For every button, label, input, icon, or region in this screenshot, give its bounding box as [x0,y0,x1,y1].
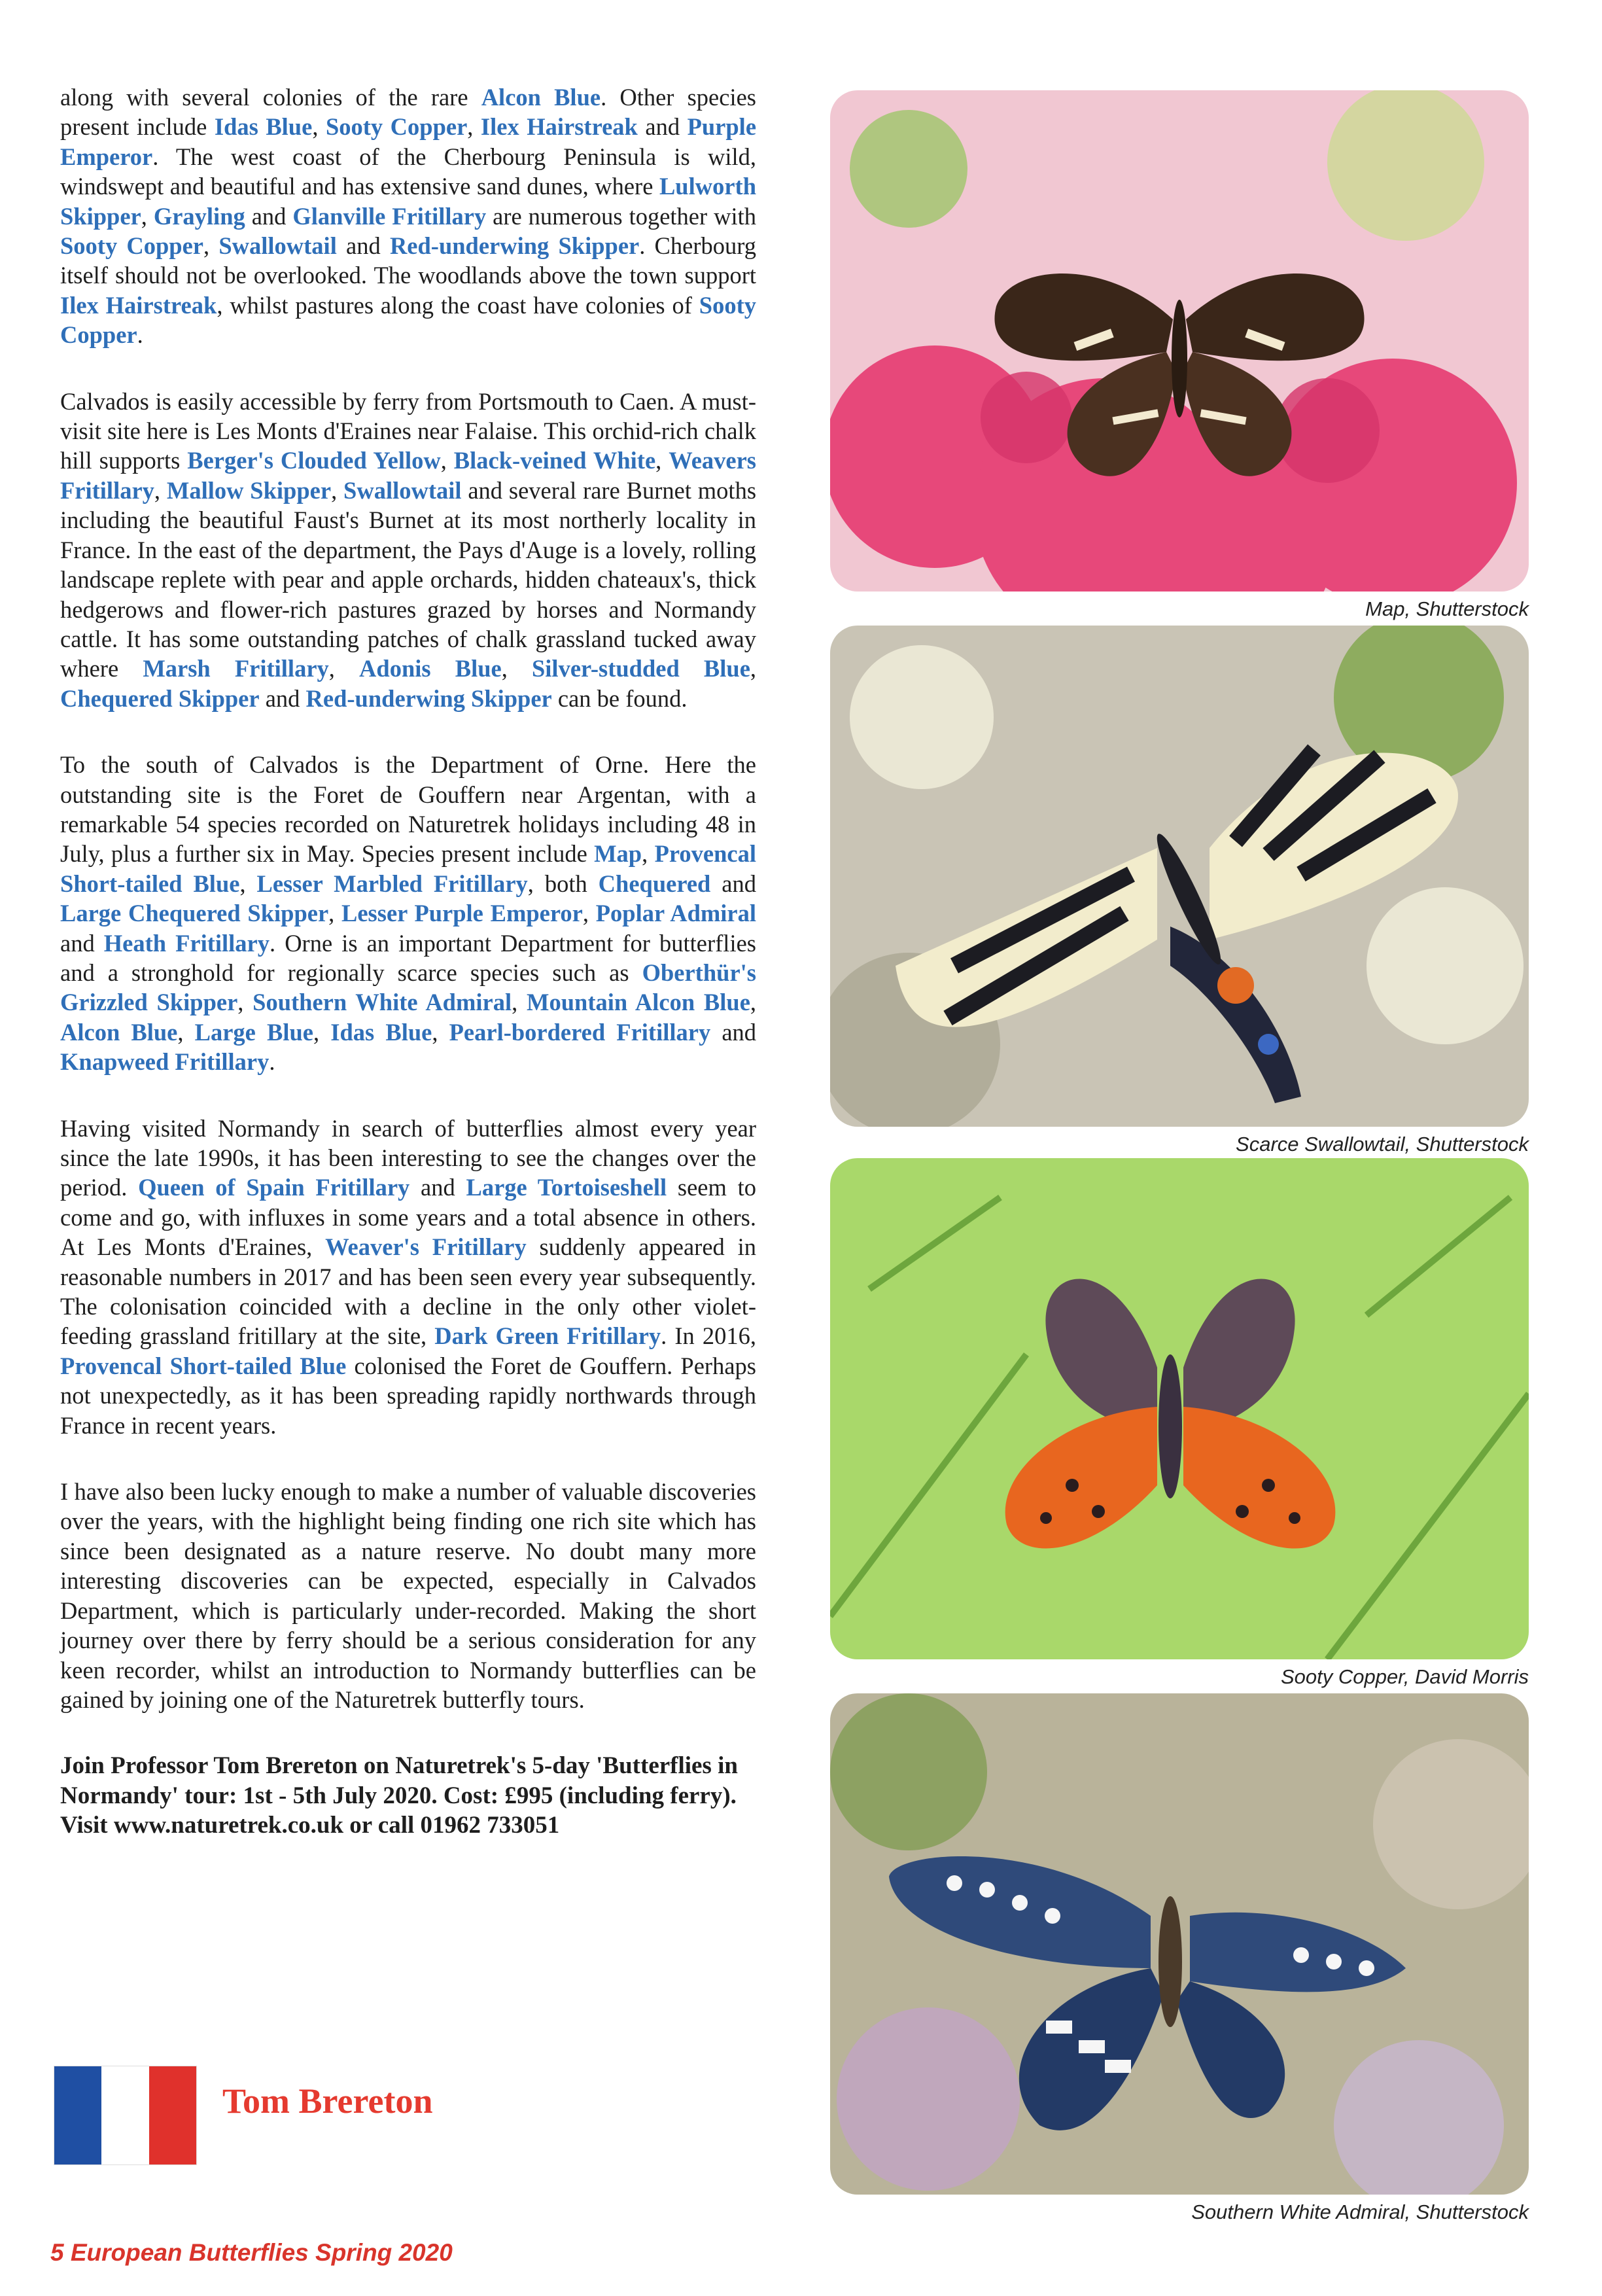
body-text: colonised the Foret de Gouffern. Perhaps not unexpectedly, as it has been spreading rapidly northwards through France in recent years. [60,1352,756,1439]
species-name: Lesser Purple Emperor [341,900,583,927]
french-flag-icon [54,2066,197,2165]
species-name: Oberthür's Grizzled Skipper [60,959,756,1016]
photo-caption: Southern White Admiral, Shutterstock [1191,2200,1529,2223]
species-name: Swallowtail [218,232,337,260]
species-name: Large Blue [194,1018,314,1046]
body-text: and several rare Burnet moths including the beautiful Faust's Burnet at its most northerly locality in France. In the east of the department, the Pays d'Auge is a lovely, rolling landscape replete with pear and apple orchards, hidden chateaux's, thick hedgerows and flower-rich pastures grazed by horses and Normandy cattle. It has some outstanding patches of chalk grassland tucked away where [60,476,757,682]
body-text: , [432,1018,449,1046]
body-text: are numerous together with [486,202,756,230]
body-text: , [655,447,669,474]
species-name: Chequered [598,870,711,897]
species-name: Ilex Hairstreak [60,291,217,319]
southern-white-admiral-icon [830,1693,1529,2195]
species-name: Sooty Copper [60,291,756,349]
body-text: , whilst pastures along the coast have colonies of [217,291,699,319]
species-name: Sooty Copper [325,113,468,141]
species-name: Heath Fritillary [103,929,270,957]
body-text: and [637,113,688,141]
body-text: , [237,989,253,1016]
species-name: Large Tortoiseshell [466,1174,667,1201]
tour-note: Join Professor Tom Brereton on Naturetrek's 5-day 'Butterflies in Normandy' tour: 1st - 5th July 2020. Cost: £995 (including ferry). Visit www.naturetrek.co.uk or call 01962 733051 [60,1752,738,1839]
photo-caption: Scarce Swallowtail, Shutterstock [1236,1133,1529,1156]
body-text: and [60,929,104,957]
species-name: Idas Blue [330,1018,432,1046]
body-text: . Other species present include [60,84,756,141]
flag-stripe-white [101,2066,148,2164]
body-text: and [259,684,306,712]
photo-caption: Map, Shutterstock [1365,597,1529,620]
photo-caption: Sooty Copper, David Morris [1280,1665,1529,1688]
species-name: Map [594,840,642,868]
body-text: , [239,870,257,897]
species-name: Sooty Copper [60,232,204,260]
body-text: Having visited Normandy in search of butterflies almost every year since the late 1990s, it has been interesting to see the changes over the period. [60,1114,756,1201]
species-name: Weavers Fritillary [60,447,757,504]
species-name: Lesser Marbled Fritillary [256,870,528,897]
species-name: Berger's Clouded Yellow [187,447,441,474]
photo-map [830,90,1529,592]
author-name: Tom Brereton [222,2081,433,2121]
species-name: Glanville Fritillary [292,202,487,230]
page-footer: 5 European Butterflies Spring 2020 [50,2239,453,2266]
body-text: , [331,476,344,504]
body-text: , [177,1018,195,1046]
body-text: , [312,113,326,141]
species-name: Mallow Skipper [166,476,332,504]
body-text: , [467,113,481,141]
body-text: Calvados is easily accessible by ferry from Portsmouth to Caen. A must-visit site here is Les Monts d'Eraines near Falaise. This orchid-rich chalk hill supports [60,387,756,474]
article-column [60,82,756,1841]
body-text: along with several colonies of the rare [60,84,481,111]
body-text: . [269,1048,275,1076]
body-text: , [203,232,219,260]
photo-southern-white-admiral [830,1693,1529,2195]
body-text: , [141,202,154,230]
body-text: , [328,900,342,927]
body-text: To the south of Calvados is the Department of Orne. Here the outstanding site is the Foret de Gouffern near Argentan, with a remarkable 54 species recorded on Naturetrek holidays including 48 in July, plus a further six in May. Species present include [60,751,756,868]
species-name: Knapweed Fritillary [60,1048,270,1076]
species-name: Red-underwing Skipper [305,684,552,712]
body-text: . The west coast of the Cherbourg Peninsula is wild, windswept and beautiful and has extensive sand dunes, where [60,143,756,200]
body-text: seem to come and go, with influxes in some years and a total absence in others. At Les Monts d'Eraines, [60,1174,757,1261]
species-name: Queen of Spain Fritillary [138,1174,410,1201]
body-text: and [336,232,390,260]
body-text: and [710,870,756,897]
species-name: Alcon Blue [60,1018,178,1046]
species-name: Southern White Admiral [252,989,512,1016]
article-paragraph [60,1114,756,1440]
species-name: Chequered Skipper [60,684,260,712]
body-text: , [582,900,596,927]
species-name: Idas Blue [214,113,313,141]
scarce-swallowtail-icon [830,626,1529,1127]
article-paragraph [60,387,756,713]
body-text: , [501,655,532,682]
flag-stripe-blue [54,2066,101,2164]
species-name: Provencal Short-tailed Blue [60,1352,347,1379]
species-name: Mountain Alcon Blue [527,989,750,1016]
photo-sooty-copper [830,1158,1529,1659]
body-text: I have also been lucky enough to make a number of valuable discoveries over the years, with the highlight being finding one rich site which has since been designated as a nature reserve. No doubt many more interesting discoveries can be expected, especially in Calvados Department, which is particularly under-recorded. Making the short journey over there by ferry should be a serious consideration for any keen recorder, whilst an introduction to Normandy butterflies can be gained by joining one of the Naturetrek butterfly tours. [60,1478,756,1713]
species-name: Lulworth Skipper [60,173,756,230]
species-name: Ilex Hairstreak [480,113,638,141]
species-name: Large Chequered Skipper [60,900,329,927]
body-text: , [154,476,167,504]
body-text: , [313,1018,331,1046]
article-paragraph [60,1477,756,1714]
body-text: , [440,447,454,474]
species-name: Marsh Fritillary [143,655,329,682]
body-text: , [750,655,757,682]
body-text: and [409,1174,466,1201]
article-paragraph [60,82,756,350]
species-name: Adonis Blue [359,655,502,682]
species-name: Silver-studded Blue [531,655,750,682]
species-name: Black-veined White [453,447,656,474]
article-paragraph [60,750,756,1076]
body-text: and [245,202,293,230]
body-text: . Orne is an important Department for butterflies and a stronghold for regionally scarce species such as [60,929,756,986]
body-text: suddenly appeared in reasonable numbers in 2017 and has been seen every year subsequently. The colonisation coincided with a decline in the only other violet-feeding grassland fritillary at the site, [60,1233,756,1350]
photo-scarce-swallowtail [830,626,1529,1127]
species-name: Alcon Blue [481,84,601,111]
body-text: can be found. [551,684,688,712]
species-name: Poplar Admiral [595,900,757,927]
species-name: Purple Emperor [60,113,757,170]
species-name: Red-underwing Skipper [389,232,640,260]
body-text: . In 2016, [661,1322,756,1350]
body-text: , [642,840,655,868]
body-text: , [328,655,360,682]
sooty-copper-icon [830,1158,1529,1659]
species-name: Dark Green Fritillary [434,1322,661,1350]
species-name: Grayling [153,202,245,230]
body-text: and [710,1018,757,1046]
body-text: . Cherbourg itself should not be overlooked. The woodlands above the town support [60,232,756,289]
species-name: Pearl-bordered Fritillary [449,1018,711,1046]
body-text: , [512,989,527,1016]
species-name: Provencal Short-tailed Blue [60,840,756,897]
map-butterfly-icon [830,90,1529,592]
species-name: Weaver's Fritillary [325,1233,527,1261]
species-name: Swallowtail [343,476,462,504]
body-text: , [750,989,757,1016]
body-text: , both [527,870,599,897]
flag-stripe-red [149,2066,196,2164]
body-text: . [137,321,143,349]
